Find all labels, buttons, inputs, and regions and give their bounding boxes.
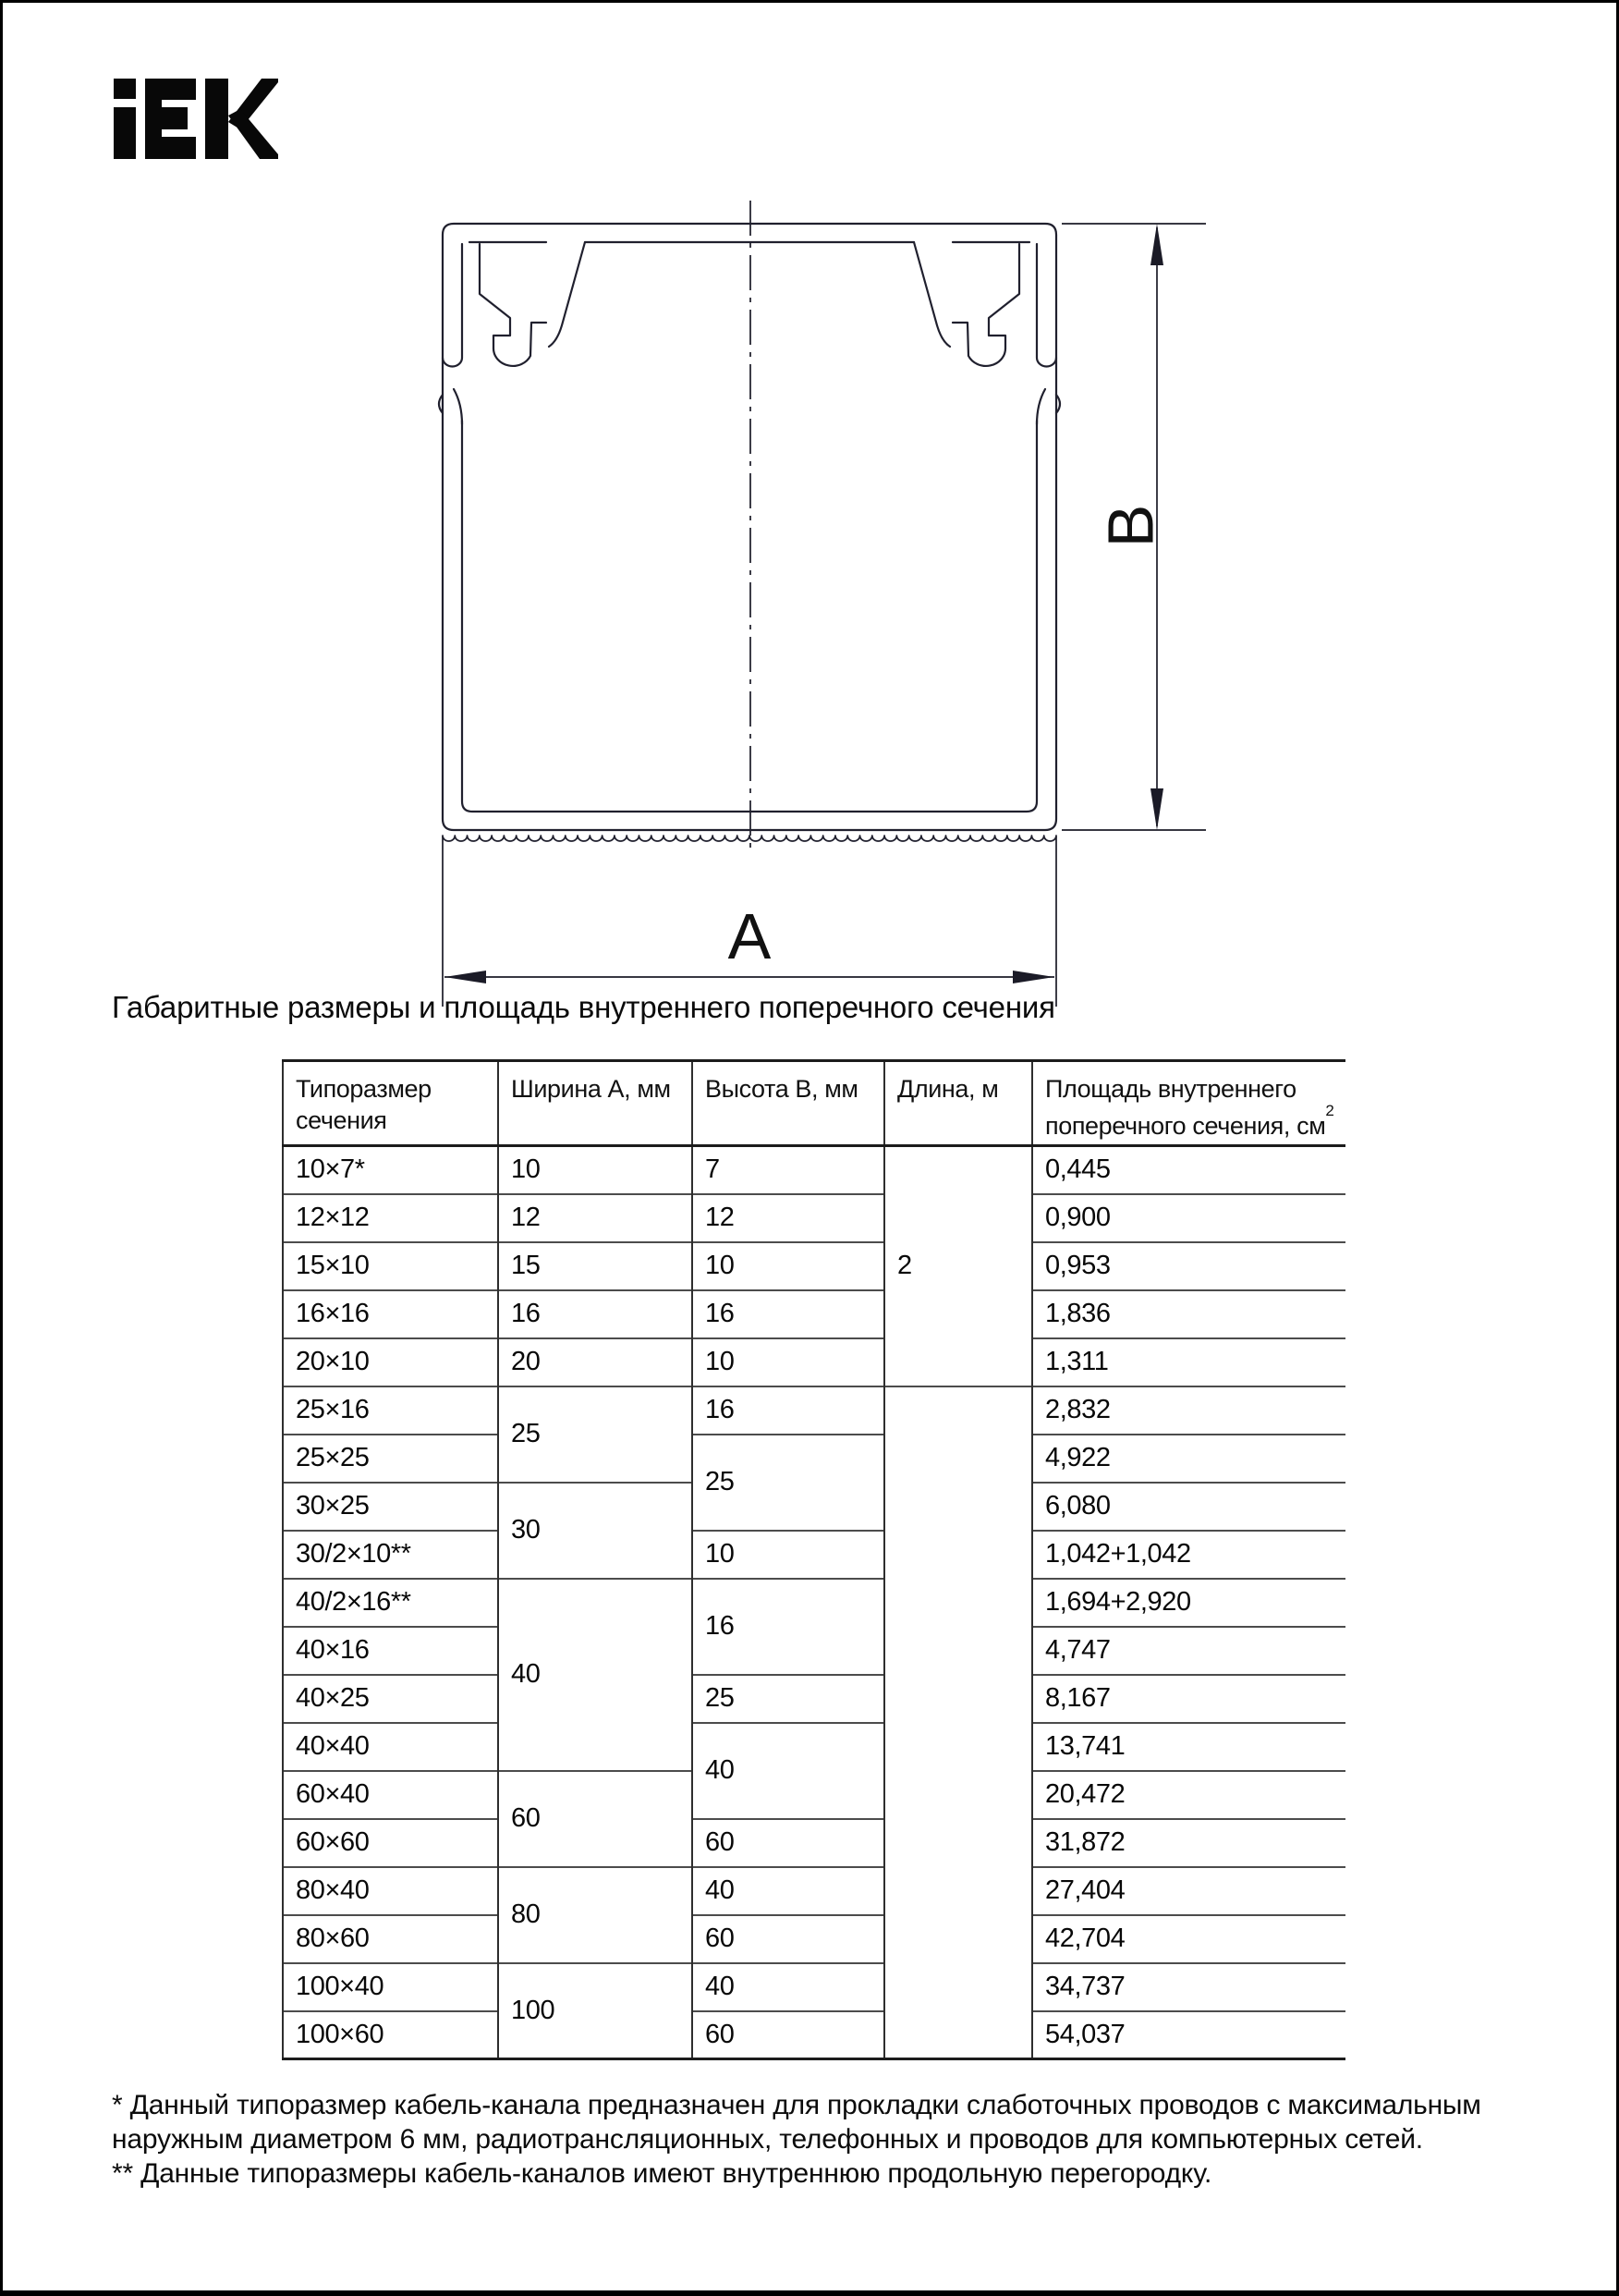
cell-height: 10 (692, 1242, 884, 1290)
cell-area: 4,922 (1032, 1435, 1345, 1483)
cell-area: 6,080 (1032, 1483, 1345, 1531)
cell-height: 40 (692, 1723, 884, 1819)
cell-size: 30/2×10** (283, 1531, 498, 1579)
area-superscript: 2 (1325, 1102, 1334, 1119)
logo-i-stem (114, 107, 136, 159)
cell-width: 10 (498, 1146, 692, 1194)
cell-area: 1,311 (1032, 1338, 1345, 1386)
cell-width: 20 (498, 1338, 692, 1386)
table-row (283, 1290, 1345, 1338)
cell-area: 0,953 (1032, 1242, 1345, 1290)
cell-area: 1,836 (1032, 1290, 1345, 1338)
latch-left (443, 242, 585, 424)
cell-area: 54,037 (1032, 2011, 1345, 2059)
logo-k-stem (205, 79, 228, 159)
table-row (283, 1435, 1345, 1483)
table-row (283, 1386, 1345, 1435)
cell-height: 25 (692, 1435, 884, 1531)
table-row (283, 1194, 1345, 1242)
cell-height: 60 (692, 1915, 884, 1963)
cell-size: 40×25 (283, 1675, 498, 1723)
profile-outer-outline (443, 224, 1056, 830)
table-row (283, 1819, 1345, 1867)
cell-size: 30×25 (283, 1483, 498, 1531)
dimension-a-label: A (727, 900, 772, 972)
logo-k-lower-diag (228, 109, 278, 159)
cell-size: 25×25 (283, 1435, 498, 1483)
table-header-row (283, 1061, 1345, 1146)
dimensions-table (282, 1059, 1345, 2060)
table-row (283, 1915, 1345, 1963)
cell-size: 40/2×16** (283, 1579, 498, 1627)
cell-size: 15×10 (283, 1242, 498, 1290)
cell-area: 4,747 (1032, 1627, 1345, 1675)
cell-height: 25 (692, 1675, 884, 1723)
cell-area: 42,704 (1032, 1915, 1345, 1963)
dimension-b-label: B (1094, 504, 1167, 548)
cell-area: 0,900 (1032, 1194, 1345, 1242)
cell-size: 25×16 (283, 1386, 498, 1435)
cell-length: 2 (884, 1146, 1032, 1386)
table-caption: Габаритные размеры и площадь внутреннего поперечного сечения (112, 990, 1055, 1024)
logo-e-mid (145, 107, 188, 129)
cell-area: 34,737 (1032, 1963, 1345, 2011)
cell-area: 1,042+1,042 (1032, 1531, 1345, 1579)
cross-section-drawing (354, 114, 1260, 1038)
cell-size: 10×7* (283, 1146, 498, 1194)
logo-i-dot (114, 79, 136, 99)
col-header-height: Высота В, мм (692, 1061, 884, 1146)
cell-length (884, 1386, 1032, 2059)
table-row (283, 1579, 1345, 1627)
cell-size: 40×40 (283, 1723, 498, 1771)
cell-size: 100×60 (283, 2011, 498, 2059)
logo-e-bottom (145, 137, 196, 159)
dimension-a (443, 837, 1056, 1007)
cell-height: 10 (692, 1338, 884, 1386)
table-row (283, 1963, 1345, 2011)
table-row (283, 1242, 1345, 1290)
table-row (283, 1531, 1345, 1579)
cell-height: 40 (692, 1867, 884, 1915)
col-header-size: Типоразмер сечения (283, 1061, 498, 1146)
cell-height: 60 (692, 2011, 884, 2059)
cell-size: 60×40 (283, 1771, 498, 1819)
cell-size: 80×40 (283, 1867, 498, 1915)
cell-height: 16 (692, 1386, 884, 1435)
table-row (283, 1723, 1345, 1771)
footnote-2: ** Данные типоразмеры кабель-каналов имеют внутреннюю продольную перегородку. (112, 2158, 1212, 2189)
cell-height: 7 (692, 1146, 884, 1194)
cell-height: 16 (692, 1579, 884, 1675)
cell-area: 27,404 (1032, 1867, 1345, 1915)
cell-width: 100 (498, 1963, 692, 2059)
cell-area: 13,741 (1032, 1723, 1345, 1771)
cell-width: 12 (498, 1194, 692, 1242)
cell-area: 8,167 (1032, 1675, 1345, 1723)
cell-width: 80 (498, 1867, 692, 1963)
table-row (283, 1338, 1345, 1386)
cell-area: 2,832 (1032, 1386, 1345, 1435)
cell-height: 12 (692, 1194, 884, 1242)
cell-size: 12×12 (283, 1194, 498, 1242)
dimension-b (1062, 224, 1206, 830)
col-header-area: Площадь внутреннего поперечного сечения, $см^2$ (1032, 1061, 1345, 1146)
cell-width: 15 (498, 1242, 692, 1290)
cell-size: 60×60 (283, 1819, 498, 1867)
cell-width: 30 (498, 1483, 692, 1579)
cell-height: 10 (692, 1531, 884, 1579)
cell-size: 80×60 (283, 1915, 498, 1963)
iek-logo (114, 79, 278, 160)
cell-size: 20×10 (283, 1338, 498, 1386)
cell-width: 40 (498, 1579, 692, 1771)
table-row (283, 1146, 1345, 1194)
profile-inner-channel (462, 421, 1037, 812)
cell-width: 16 (498, 1290, 692, 1338)
latch-right (914, 242, 1056, 424)
table-row (283, 1867, 1345, 1915)
col-header-width: Ширина А, мм (498, 1061, 692, 1146)
cell-size: 100×40 (283, 1963, 498, 2011)
cell-area: 1,694+2,920 (1032, 1579, 1345, 1627)
table-row (283, 1675, 1345, 1723)
footnote-1: * Данный типоразмер кабель-канала предназначен для прокладки слаботочных проводов с максимальным наружным диаметром 6 мм, радиотрансляционных, телефонных и проводов для компьютерных сетей. (112, 2090, 1481, 2155)
cell-area: 20,472 (1032, 1771, 1345, 1819)
logo-e-top (145, 79, 196, 100)
profile-serrated-bottom (443, 836, 1056, 841)
cell-height: 60 (692, 1819, 884, 1867)
cell-area: 31,872 (1032, 1819, 1345, 1867)
cell-size: 40×16 (283, 1627, 498, 1675)
cell-width: 60 (498, 1771, 692, 1867)
cell-height: 40 (692, 1963, 884, 2011)
cell-area: 0,445 (1032, 1146, 1345, 1194)
footnotes (112, 2088, 1546, 2191)
table-row (283, 2011, 1345, 2059)
col-header-length: Длина, м (884, 1061, 1032, 1146)
cell-size: 16×16 (283, 1290, 498, 1338)
cell-height: 16 (692, 1290, 884, 1338)
cell-width: 25 (498, 1386, 692, 1483)
